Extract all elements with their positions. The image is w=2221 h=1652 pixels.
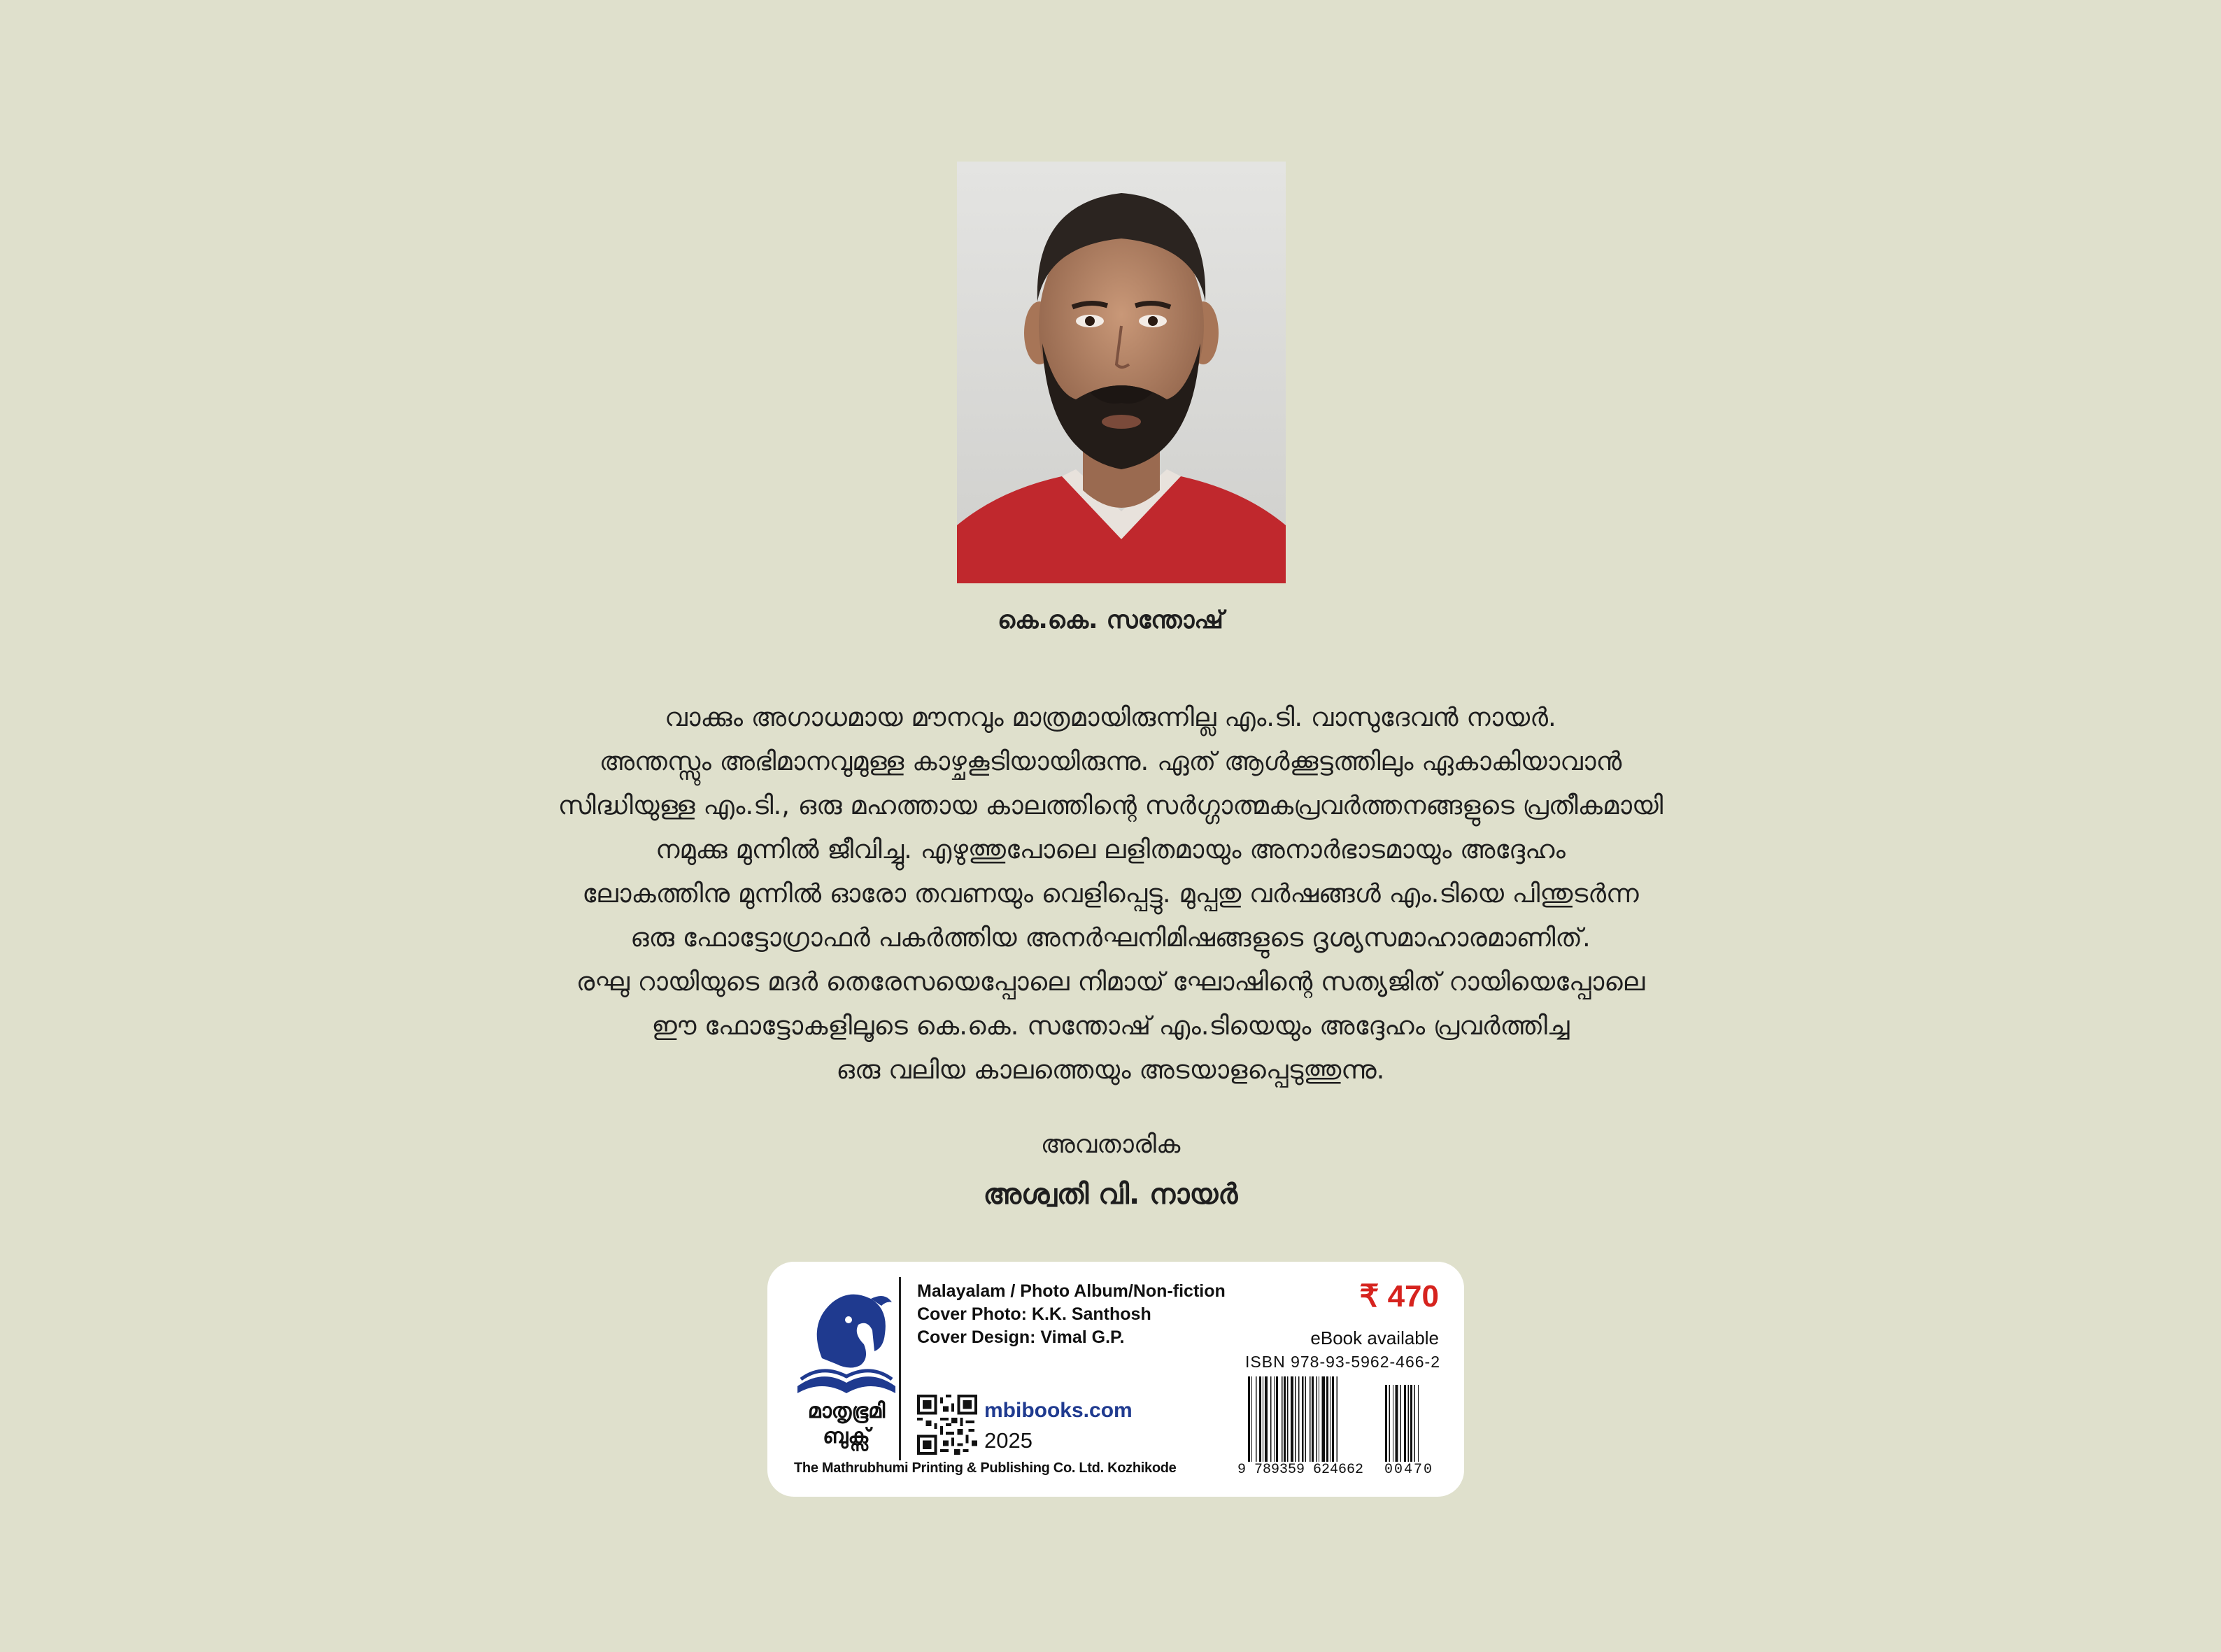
introduction-author: അശ്വതി വി. നായർ bbox=[983, 1179, 1238, 1211]
blurb-line: ഈ ഫോട്ടോകളിലൂടെ കെ.കെ. സന്തോഷ് എം.ടിയെയും അദ്ദേഹം പ്രവർത്തിച്ച bbox=[651, 1011, 1570, 1041]
introduction-label: അവതാരിക bbox=[1040, 1130, 1181, 1159]
blurb-line: നമുക്കു മുന്നിൽ ജീവിച്ചു. എഴുത്തുപോലെ ലളിതമായും അനാർഭാടമായും അദ്ദേഹം bbox=[655, 834, 1566, 864]
publisher-logo-text bbox=[787, 1399, 906, 1449]
elephant-logo-icon bbox=[794, 1281, 899, 1400]
blurb-line: ഒരു ഫോട്ടോഗ്രാഫർ പകർത്തിയ അനർഘനിമിഷങ്ങളുടെ ദൃശ്യസമാഹാരമാണിത്. bbox=[630, 923, 1591, 953]
logo-text-line: ബുക്സ് bbox=[823, 1424, 870, 1448]
barcode-icon bbox=[1248, 1376, 1437, 1462]
blurb-line: ലോകത്തിനു മുന്നിൽ ഓരോ തവണയും വെളിപ്പെട്ടു. മുപ്പതു വർഷങ്ങൾ എം.ടിയെ പിന്തുടർന്ന bbox=[582, 878, 1639, 909]
cover-photo-credit: Cover Photo: K.K. Santhosh bbox=[917, 1304, 1151, 1324]
blurb-line: വാക്കും അഗാധമായ മൗനവും മാത്രമായിരുന്നില്ല എം.ടി. വാസുദേവൻ നായർ. bbox=[665, 702, 1556, 732]
price: ₹ 470 bbox=[1359, 1279, 1439, 1313]
ebook-availability: eBook available bbox=[1310, 1327, 1439, 1348]
author-portrait bbox=[957, 162, 1286, 583]
publication-year: 2025 bbox=[984, 1428, 1033, 1453]
barcode-addon-number: 00470 bbox=[1384, 1462, 1434, 1478]
blurb-line: സിദ്ധിയുള്ള എം.ടി., ഒരു മഹത്തായ കാലത്തിന്റെ സർഗ്ഗാത്മകപ്രവർത്തനങ്ങളുടെ പ്രതീകമായി bbox=[558, 790, 1663, 820]
blurb-text bbox=[392, 695, 1829, 1092]
category-text: Malayalam / Photo Album/Non-fiction bbox=[917, 1281, 1226, 1301]
barcode-number: 9 789359 624662 bbox=[1237, 1462, 1364, 1478]
blurb-line: ഒരു വലിയ കാലത്തെയും അടയാളപ്പെടുത്തുന്നു. bbox=[836, 1055, 1385, 1085]
website-link[interactable]: mbibooks.com bbox=[984, 1399, 1133, 1422]
isbn-text: ISBN 978-93-5962-466-2 bbox=[1245, 1353, 1440, 1371]
author-name: കെ.കെ. സന്തോഷ് bbox=[998, 606, 1223, 634]
qr-code-icon bbox=[917, 1395, 977, 1455]
divider bbox=[899, 1277, 901, 1460]
cover-design-credit: Cover Design: Vimal G.P. bbox=[917, 1327, 1125, 1347]
logo-text-line: മാതൃഭൂമി bbox=[807, 1399, 886, 1423]
blurb-line: അന്തസ്സും അഭിമാനവുമുള്ള കാഴ്ചകൂടിയായിരുന്നു. ഏത് ആൾക്കൂട്ടത്തിലും ഏകാകിയാവാൻ bbox=[599, 746, 1622, 776]
publisher-name: The Mathrubhumi Printing & Publishing Co. Ltd. Kozhikode bbox=[794, 1460, 1177, 1476]
book-meta bbox=[917, 1280, 1226, 1349]
publisher-info-box bbox=[767, 1262, 1464, 1497]
blurb-line: രഘു റായിയുടെ മദർ തെരേസയെപ്പോലെ നിമായ് ഘോഷിന്റെ സത്യജിത് റായിയെപ്പോലെ bbox=[576, 967, 1645, 997]
